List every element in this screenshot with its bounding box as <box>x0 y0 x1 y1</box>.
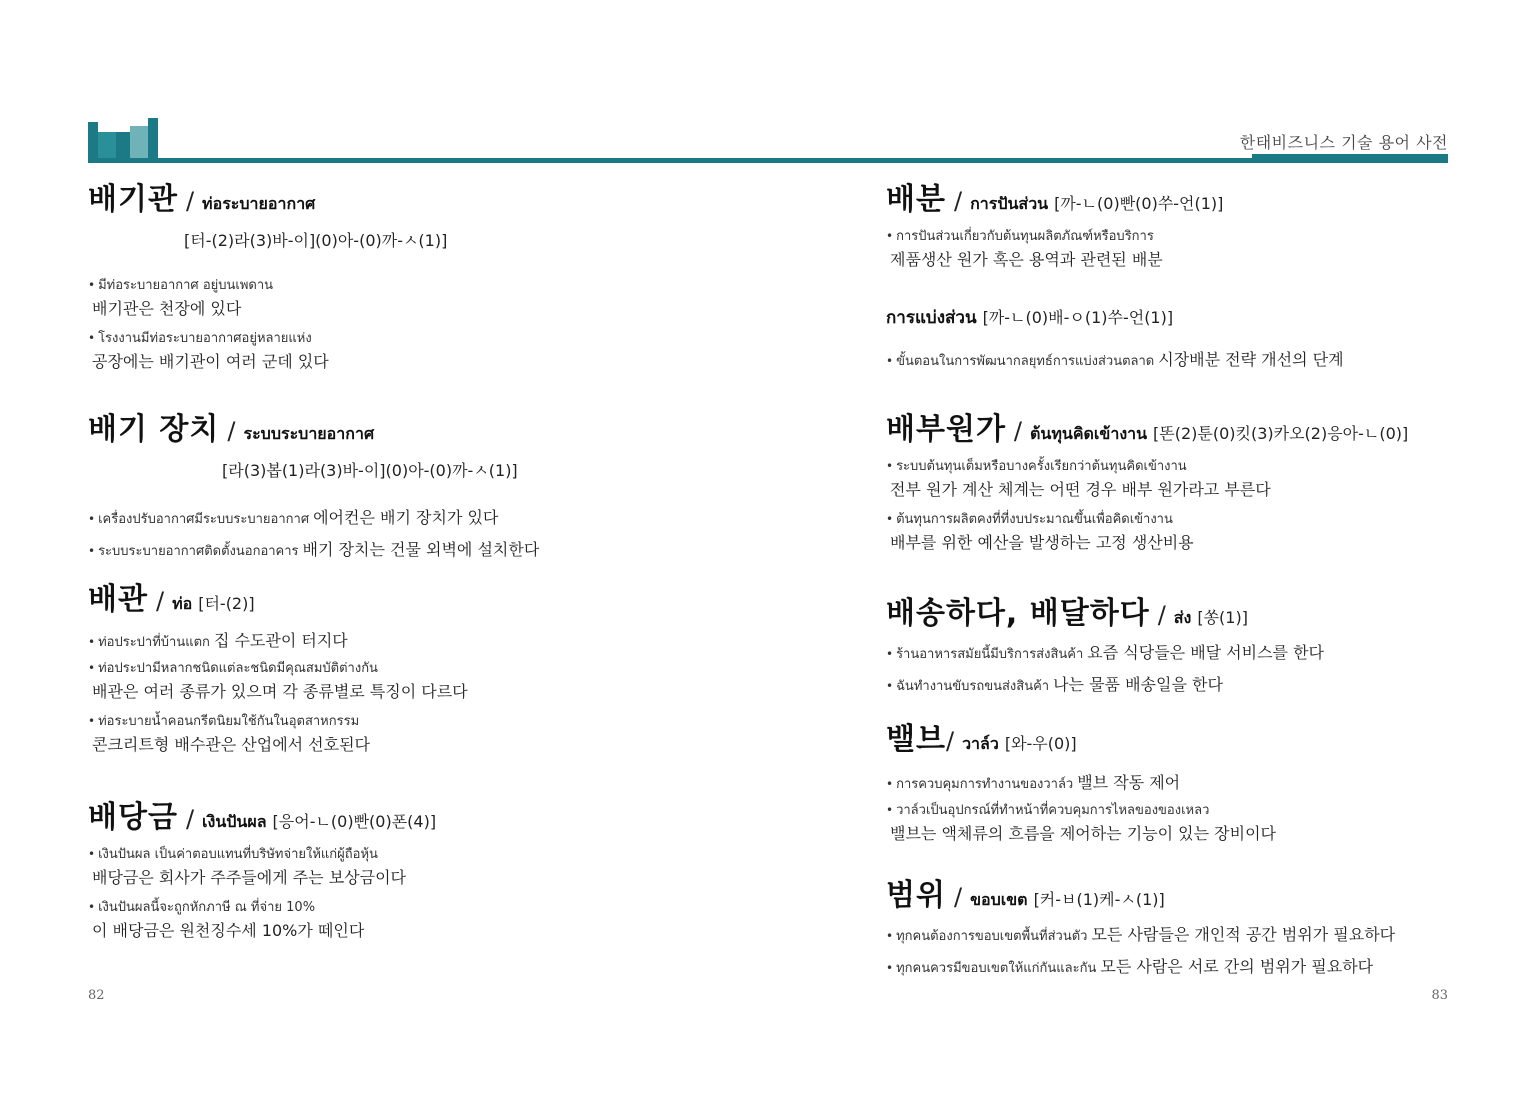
thai-term: ขอบเขต <box>970 890 1028 909</box>
page-number-left: 82 <box>88 988 105 1003</box>
example-thai: • เครื่องปรับอากาศมีระบบระบายอากาศ 에어컨은 배기 장치가 있다 <box>88 508 499 527</box>
headword: 배분 <box>886 182 946 217</box>
example-korean: 배관은 여러 종류가 있으며 각 종류별로 특징이 다르다 <box>92 682 468 701</box>
example-thai: • โรงงานมีท่อระบายอากาศอยู่หลายแห่ง <box>88 331 312 346</box>
dictionary-entry <box>886 714 1486 870</box>
pronunciation: [터-(2)라(3)바-이](0)아-(0)까-ㅅ(1)] <box>184 231 448 250</box>
thai-subheadword: การแบ่งส่วน <box>886 308 977 328</box>
headword: 배송하다, 배달하다 <box>886 596 1150 631</box>
separator-slash: / <box>945 727 955 755</box>
example-korean: 전부 원가 계산 체계는 어떤 경우 배부 원가라고 부른다 <box>890 480 1271 499</box>
example-thai: • ขั้นตอนในการพัฒนากลยุทธ์การแบ่งส่วนตลาด 시장배분 전략 개선의 단계 <box>886 350 1344 369</box>
separator-slash: / <box>227 417 236 445</box>
example-thai: • การควบคุมการทำงานของวาล์ว 밸브 작동 제어 <box>886 773 1181 792</box>
separator-slash: / <box>185 187 195 215</box>
headword: 배당금 <box>88 800 178 835</box>
example-korean: 밸브 작동 제어 <box>1077 773 1181 792</box>
left-page-column <box>88 174 768 950</box>
separator-slash: / <box>155 587 165 615</box>
example-korean: 시장배분 전략 개선의 단계 <box>1158 350 1344 369</box>
example-thai: • ฉันทำงานขับรถขนส่งสินค้า 나는 물품 배송일을 한다 <box>886 675 1223 694</box>
example-korean: 모든 사람들은 개인적 공간 범위가 필요하다 <box>1091 925 1396 944</box>
thai-term: ท่อระบายอากาศ <box>202 194 316 213</box>
headword: 밸브 <box>886 722 946 757</box>
headword: 범위 <box>886 878 946 913</box>
right-page-column <box>886 174 1486 984</box>
example-korean: 배부를 위한 예산을 발생하는 고정 생산비용 <box>890 533 1194 552</box>
example-korean: 밸브는 액체류의 흐름을 제어하는 기능이 있는 장비이다 <box>890 824 1277 843</box>
thai-term: วาล์ว <box>962 734 999 753</box>
pronunciation: [까-ㄴ(0)배-ㅇ(1)쑤-언(1)] <box>982 308 1174 327</box>
pronunciation: [쏭(1)] <box>1197 608 1248 627</box>
separator-slash: / <box>1013 417 1023 445</box>
example-korean: 제품생산 원가 혹은 용역과 관련된 배분 <box>890 250 1163 269</box>
dictionary-entry <box>88 792 768 944</box>
thai-term: การปันส่วน <box>970 194 1049 213</box>
pronunciation: [커-ㅂ(1)케-ㅅ(1)] <box>1033 890 1165 909</box>
dictionary-entry <box>88 404 768 574</box>
pronunciation: [응어-ㄴ(0)빤(0)폰(4)] <box>272 812 437 831</box>
book-logo-icon <box>88 118 160 162</box>
example-korean: 배기관은 천장에 있다 <box>92 299 242 318</box>
example-korean: 콘크리트형 배수관은 산업에서 선호된다 <box>92 735 371 754</box>
separator-slash: / <box>185 805 195 833</box>
example-thai: • ทุกคนต้องการขอบเขตพื้นที่ส่วนตัว 모든 사람들은 개인적 공간 범위가 필요하다 <box>886 925 1396 944</box>
example-korean: 배기 장치는 건물 외벽에 설치한다 <box>302 540 540 559</box>
example-korean: 요즘 식당들은 배달 서비스를 한다 <box>1087 643 1325 662</box>
pronunciation: [똔(2)툰(0)킷(3)카오(2)응아-ㄴ(0)] <box>1153 424 1409 443</box>
pronunciation: [라(3)봅(1)라(3)바-이](0)아-(0)까-ㅅ(1)] <box>222 461 518 480</box>
headword: 배기관 <box>88 182 178 217</box>
separator-slash: / <box>953 883 963 911</box>
example-korean: 모든 사람은 서로 간의 범위가 필요하다 <box>1100 957 1374 976</box>
example-korean: 공장에는 배기관이 여러 군데 있다 <box>92 352 329 371</box>
separator-slash: / <box>953 187 963 215</box>
example-thai: • เงินปันผล เป็นค่าตอบแทนที่บริษัทจ่ายให้แก่ผู้ถือหุ้น <box>88 847 378 862</box>
dictionary-entry <box>886 588 1486 714</box>
example-thai: • วาล์วเป็นอุปกรณ์ที่ทำหน้าที่ควบคุมการไหลของของเหลว <box>886 803 1210 818</box>
example-thai: • ท่อระบายน้ำคอนกรีตนิยมใช้กันในอุตสาหกรรม <box>88 714 360 729</box>
thai-term: เงินปันผล <box>202 812 267 831</box>
example-thai: • ระบบต้นทุนเต็มหรือบางครั้งเรียกว่าต้นทุนคิดเข้างาน <box>886 459 1187 474</box>
example-korean: 나는 물품 배송일을 한다 <box>1053 675 1223 694</box>
dictionary-entry <box>88 574 768 792</box>
headword: 배기 장치 <box>88 412 220 447</box>
example-thai: • ท่อประปามีหลากชนิดแต่ละชนิดมีคุณสมบัติต่างกัน <box>88 661 378 676</box>
header-rule <box>88 158 1448 163</box>
thai-term: ต้นทุนคิดเข้างาน <box>1030 424 1148 443</box>
dictionary-entry <box>886 404 1486 588</box>
dictionary-entry <box>88 174 768 404</box>
example-korean: 배당금은 회사가 주주들에게 주는 보상금이다 <box>92 868 407 887</box>
example-korean: 집 수도관이 터지다 <box>213 631 348 650</box>
example-korean: 이 배당금은 원천징수세 10%가 떼인다 <box>92 921 365 940</box>
dictionary-entry <box>886 870 1486 984</box>
example-thai: • ต้นทุนการผลิตคงที่ที่งบประมาณขึ้นเพื่อคิดเข้างาน <box>886 512 1173 527</box>
thai-term: ส่ง <box>1173 608 1192 627</box>
example-thai: • มีท่อระบายอากาศ อยู่บนเพดาน <box>88 278 274 293</box>
book-title: 한태비즈니스 기술 용어 사전 <box>1239 133 1448 152</box>
pronunciation: [터-(2)] <box>198 594 255 613</box>
separator-slash: / <box>1157 601 1166 629</box>
dictionary-subentry <box>886 304 1486 404</box>
example-thai: • การปันส่วนเกี่ยวกับต้นทุนผลิตภัณฑ์หรือบริการ <box>886 229 1154 244</box>
book-title-underline <box>1252 154 1448 158</box>
pronunciation: [와-우(0)] <box>1004 734 1077 753</box>
pronunciation: [까-ㄴ(0)빤(0)쑤-언(1)] <box>1054 194 1224 213</box>
example-thai: • ระบบระบายอากาศติดตั้งนอกอาคาร 배기 장치는 건물 외벽에 설치한다 <box>88 540 540 559</box>
example-thai: • ทุกคนควรมีขอบเขตให้แก่กันและกัน 모든 사람은 서로 간의 범위가 필요하다 <box>886 957 1374 976</box>
thai-term: ท่อ <box>172 594 193 613</box>
dictionary-entry <box>886 174 1486 304</box>
page-number-right: 83 <box>1431 988 1448 1003</box>
example-thai: • เงินปันผลนี้จะถูกหักภาษี ณ ที่จ่าย 10% <box>88 900 316 915</box>
thai-term: ระบบระบายอากาศ <box>243 424 375 443</box>
headword: 배관 <box>88 582 148 617</box>
example-thai: • ท่อประปาที่บ้านแตก 집 수도관이 터지다 <box>88 631 348 650</box>
example-korean: 에어컨은 배기 장치가 있다 <box>313 508 499 527</box>
example-thai: • ร้านอาหารสมัยนี้มีบริการส่งสินค้า 요즘 식당들은 배달 서비스를 한다 <box>886 643 1325 662</box>
headword: 배부원가 <box>886 412 1006 447</box>
